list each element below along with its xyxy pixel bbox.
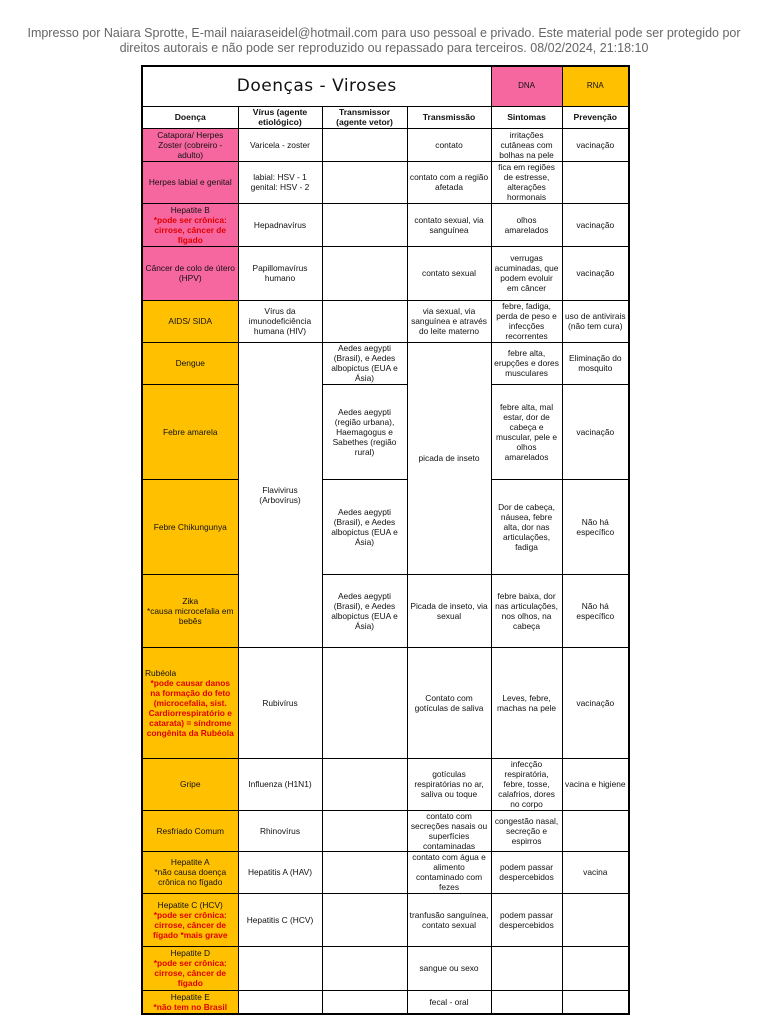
cell-doenca: AIDS/ SIDA xyxy=(142,300,238,342)
cell-virus: Influenza (H1N1) xyxy=(238,758,322,810)
cell-transmissao: contato com a região afetada xyxy=(407,161,491,203)
cell-transmissor xyxy=(322,161,407,203)
column-header-transmissor: Transmissor (agente vetor) xyxy=(322,106,407,128)
header-row xyxy=(142,106,629,128)
column-header-virus: Vírus (agente etiológico) xyxy=(238,106,322,128)
cell-prevencao xyxy=(562,990,629,1014)
cell-prevencao: vacina xyxy=(562,851,629,893)
disease-note: *pode ser crônica: cirrose, câncer de fígado *mais grave xyxy=(153,909,228,940)
cell-transmissao-picada: picada de inseto xyxy=(407,342,491,574)
cell-sintomas: verrugas acuminadas, que podem evoluir em câncer xyxy=(491,246,562,300)
disease-note: *pode causar danos na formação do feto (microcefalia, sist. Cardiorrespiratório e catarata) = síndrome congênita da Rubéola xyxy=(146,677,234,738)
cell-transmissor xyxy=(322,758,407,810)
cell-doenca xyxy=(142,946,238,990)
cell-prevencao: vacinação xyxy=(562,647,629,758)
table-row xyxy=(142,990,629,1014)
cell-virus: Papillomavírus humano xyxy=(238,246,322,300)
cell-sintomas xyxy=(491,990,562,1014)
cell-transmissao: sangue ou sexo xyxy=(407,946,491,990)
cell-doenca: Catapora/ Herpes Zoster (cobreiro - adulto) xyxy=(142,128,238,161)
cell-doenca: Herpes labial e genital xyxy=(142,161,238,203)
cell-transmissor xyxy=(322,300,407,342)
cell-doenca: Gripe xyxy=(142,758,238,810)
cell-transmissao: via sexual, via sanguínea e através do leite materno xyxy=(407,300,491,342)
cell-prevencao: Não há específico xyxy=(562,574,629,647)
cell-transmissao: contato xyxy=(407,128,491,161)
cell-transmissor xyxy=(322,810,407,851)
print-notice-line-2: direitos autorais e não pode ser reproduzido ou repassado para terceiros. 08/02/2024, 21:18:10 xyxy=(119,41,649,55)
cell-doenca xyxy=(142,893,238,946)
cell-doenca xyxy=(142,990,238,1014)
cell-prevencao: Não há específico xyxy=(562,479,629,574)
cell-transmissao: contato com água e alimento contaminado com fezes xyxy=(407,851,491,893)
table-row xyxy=(142,128,629,161)
cell-doenca: Febre amarela xyxy=(142,384,238,479)
table-title: Doenças - Viroses xyxy=(142,66,491,106)
disease-note: *pode ser crônica: cirrose, câncer de fígado xyxy=(153,958,227,988)
viroses-table xyxy=(141,65,630,1015)
cell-prevencao: vacinação xyxy=(562,246,629,300)
cell-transmissor xyxy=(322,246,407,300)
disease-name: Zika xyxy=(182,595,199,606)
cell-doenca xyxy=(142,647,238,758)
cell-prevencao: vacinação xyxy=(562,203,629,246)
cell-virus xyxy=(238,946,322,990)
disease-name: Hepatite D xyxy=(170,948,211,958)
cell-transmissor xyxy=(322,128,407,161)
disease-name: Hepatite A xyxy=(170,857,210,867)
cell-transmissao: gotículas respiratórias no ar, saliva ou toque xyxy=(407,758,491,810)
cell-sintomas: Dor de cabeça, náusea, febre alta, dor nas articulações, fadiga xyxy=(491,479,562,574)
virus-hsv2: genital: HSV - 2 xyxy=(250,182,310,192)
table-row xyxy=(142,758,629,810)
cell-sintomas: irritações cutâneas com bolhas na pele xyxy=(491,128,562,161)
disease-note: *causa microcefalia em bebês xyxy=(146,605,234,626)
column-header-sintomas: Sintomas xyxy=(491,106,562,128)
legend-dna: DNA xyxy=(491,66,562,106)
table-row xyxy=(142,893,629,946)
cell-transmissor xyxy=(322,990,407,1014)
cell-transmissor xyxy=(322,647,407,758)
table-row xyxy=(142,946,629,990)
column-header-transmissao: Transmissão xyxy=(407,106,491,128)
cell-prevencao: uso de antivirais (não tem cura) xyxy=(562,300,629,342)
cell-prevencao: vacinação xyxy=(562,128,629,161)
cell-virus xyxy=(238,161,322,203)
cell-transmissao: contato com secreções nasais ou superfícies contaminadas xyxy=(407,810,491,851)
table-row xyxy=(142,342,629,384)
cell-transmissor: Aedes aegypti (Brasil), e Aedes albopictus (EUA e Ásia) xyxy=(322,479,407,574)
cell-sintomas: febre alta, mal estar, dor de cabeça e muscular, pele e olhos amarelados xyxy=(491,384,562,479)
table-row xyxy=(142,203,629,246)
table-row xyxy=(142,574,629,647)
cell-virus: Rhinovírus xyxy=(238,810,322,851)
cell-virus: Varicela - zoster xyxy=(238,128,322,161)
cell-virus: Vírus da imunodeficiência humana (HIV) xyxy=(238,300,322,342)
cell-transmissao: fecal - oral xyxy=(407,990,491,1014)
column-header-prevencao: Prevenção xyxy=(562,106,629,128)
cell-doenca: Resfriado Comum xyxy=(142,810,238,851)
cell-prevencao: Eliminação do mosquito xyxy=(562,342,629,384)
cell-transmissao: contato sexual, via sanguínea xyxy=(407,203,491,246)
cell-transmissor xyxy=(322,851,407,893)
cell-transmissor: Aedes aegypti (Brasil), e Aedes albopictus (EUA e Ásia) xyxy=(322,574,407,647)
cell-virus xyxy=(238,990,322,1014)
cell-sintomas: podem passar despercebidos xyxy=(491,893,562,946)
cell-prevencao: vacina e higiene xyxy=(562,758,629,810)
cell-prevencao xyxy=(562,946,629,990)
cell-sintomas: Leves, febre, machas na pele xyxy=(491,647,562,758)
cell-doenca xyxy=(142,851,238,893)
disease-name: Rubéola xyxy=(145,667,177,678)
cell-sintomas: congestão nasal, secreção e espirros xyxy=(491,810,562,851)
cell-prevencao: vacinação xyxy=(562,384,629,479)
table-row xyxy=(142,384,629,479)
legend-rna: RNA xyxy=(562,66,629,106)
disease-name: Hepatite B xyxy=(170,204,210,215)
cell-sintomas: podem passar despercebidos xyxy=(491,851,562,893)
cell-virus: Hepatitis C (HCV) xyxy=(238,893,322,946)
cell-transmissao: tranfusão sanguínea, contato sexual xyxy=(407,893,491,946)
table-row xyxy=(142,246,629,300)
cell-transmissao: contato sexual xyxy=(407,246,491,300)
disease-note: *não causa doença crônica no fígado xyxy=(154,867,227,887)
cell-virus: Rubivírus xyxy=(238,647,322,758)
virus-hsv1: labial: HSV - 1 xyxy=(253,172,307,182)
cell-transmissao: Contato com gotículas de saliva xyxy=(407,647,491,758)
print-notice-line-1: Impresso por Naiara Sprotte, E-mail naiaraseidel@hotmail.com para uso pessoal e privado. Este material pode ser protegido por xyxy=(27,26,741,40)
cell-doenca xyxy=(142,574,238,647)
cell-transmissor: Aedes aegypti (região urbana), Haemagogus e Sabethes (região rural) xyxy=(322,384,407,479)
cell-prevencao xyxy=(562,161,629,203)
cell-virus: Hepatitis A (HAV) xyxy=(238,851,322,893)
cell-sintomas: olhos amarelados xyxy=(491,203,562,246)
cell-transmissor xyxy=(322,203,407,246)
cell-prevencao xyxy=(562,810,629,851)
cell-transmissor xyxy=(322,946,407,990)
table-row xyxy=(142,161,629,203)
cell-doenca: Febre Chikungunya xyxy=(142,479,238,574)
table-row xyxy=(142,300,629,342)
cell-sintomas xyxy=(491,946,562,990)
cell-sintomas: febre alta, erupções e dores musculares xyxy=(491,342,562,384)
table-row xyxy=(142,851,629,893)
table-row xyxy=(142,810,629,851)
disease-name: Hepatite C (HCV) xyxy=(157,899,223,910)
cell-transmissao: Picada de inseto, via sexual xyxy=(407,574,491,647)
cell-sintomas: febre baixa, dor nas articulações, nos olhos, na cabeça xyxy=(491,574,562,647)
cell-sintomas: fica em regiões de estresse, alterações hormonais xyxy=(491,161,562,203)
table-row xyxy=(142,647,629,758)
cell-prevencao xyxy=(562,893,629,946)
cell-virus-flavivirus: Flavivirus (Arbovírus) xyxy=(238,342,322,647)
cell-sintomas: infecção respiratória, febre, tosse, calafrios, dores no corpo xyxy=(491,758,562,810)
table-row xyxy=(142,479,629,574)
title-row xyxy=(142,66,629,106)
cell-virus: Hepadnavírus xyxy=(238,203,322,246)
cell-transmissor: Aedes aegypti (Brasil), e Aedes albopictus (EUA e Ásia) xyxy=(322,342,407,384)
print-notice xyxy=(0,26,768,56)
disease-note: *pode ser crônica: cirrose, câncer de fígado xyxy=(153,214,227,245)
disease-note: *não tem no Brasil xyxy=(153,1001,228,1012)
cell-doenca: Câncer de colo de útero (HPV) xyxy=(142,246,238,300)
cell-transmissor xyxy=(322,893,407,946)
cell-doenca xyxy=(142,203,238,246)
column-header-doenca: Doença xyxy=(142,106,238,128)
disease-name: Hepatite E xyxy=(170,991,210,1002)
cell-doenca: Dengue xyxy=(142,342,238,384)
cell-sintomas: febre, fadiga, perda de peso e infecções recorrentes xyxy=(491,300,562,342)
